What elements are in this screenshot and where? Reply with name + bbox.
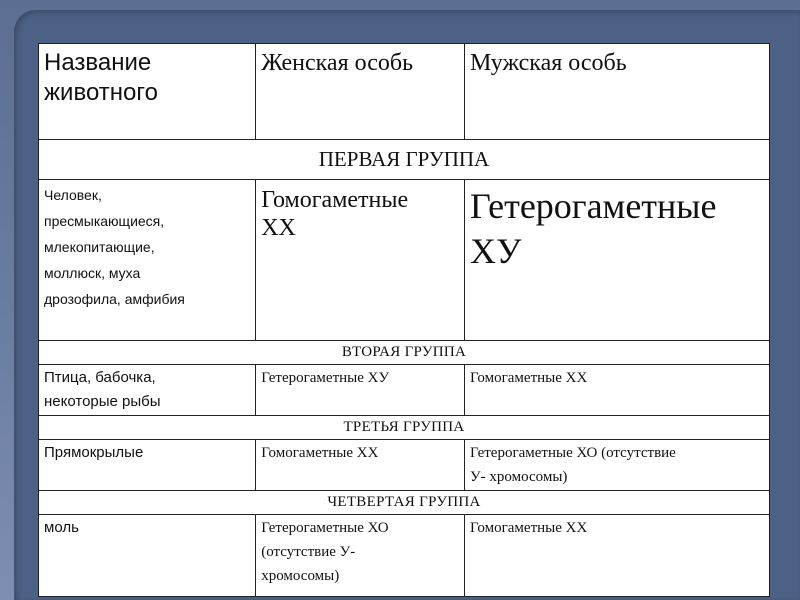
male-line: Гомогаметные ХХ (470, 370, 588, 386)
animals-line: моль (44, 519, 79, 536)
female-cell (256, 515, 465, 597)
male-cell (465, 180, 770, 341)
header-male (465, 44, 770, 140)
animals-line: млекопитающие, (44, 239, 155, 255)
female-line: хромосомы) (261, 568, 340, 584)
animals-line: моллюск, муха (44, 265, 141, 281)
female-line: Гомогаметные ХХ (261, 445, 379, 461)
animals-cell (39, 365, 256, 416)
animals-line: некоторые рыбы (44, 393, 161, 410)
table-row (39, 180, 770, 341)
female-cell (256, 180, 465, 341)
table-header-row (39, 44, 770, 140)
animals-line: дрозофила, амфибия (44, 291, 185, 307)
group-title: ТРЕТЬЯ ГРУППА (39, 416, 770, 440)
male-line: Гомогаметные ХХ (470, 520, 588, 536)
male-cell (465, 515, 770, 597)
male-line: ХУ (470, 231, 522, 271)
table-row (39, 365, 770, 416)
female-line: ХХ (261, 215, 296, 241)
male-cell (465, 440, 770, 491)
header-animal-name (39, 44, 256, 140)
header-animal-name-line2: животного (44, 79, 158, 106)
animals-line: Птица, бабочка, (44, 369, 156, 386)
animals-cell (39, 180, 256, 341)
male-line: Гетерогаметные ХО (отсутствие (470, 445, 676, 461)
group-title: ПЕРВАЯ ГРУППА (39, 140, 770, 180)
group-title-row (39, 491, 770, 515)
sex-determination-table-container (38, 43, 770, 596)
group-title: ВТОРАЯ ГРУППА (39, 341, 770, 365)
group-title: ЧЕТВЕРТАЯ ГРУППА (39, 491, 770, 515)
group-title-row (39, 140, 770, 180)
sex-determination-table (38, 43, 770, 597)
female-line: (отсутствие У- (261, 544, 356, 560)
group-title-row (39, 341, 770, 365)
female-cell (256, 365, 465, 416)
header-animal-name-line1: Название (44, 49, 152, 76)
male-line: У- хромосомы) (470, 469, 568, 485)
table-row (39, 515, 770, 597)
animals-cell (39, 440, 256, 491)
animals-cell (39, 515, 256, 597)
female-line: Гомогаметные (261, 187, 409, 213)
header-female (256, 44, 465, 140)
animals-line: Прямокрылые (44, 444, 144, 461)
header-female-label: Женская особь (261, 50, 414, 76)
group-title-row (39, 416, 770, 440)
female-line: Гетерогаметные ХО (261, 520, 389, 536)
male-line: Гетерогаметные (470, 186, 717, 226)
male-cell (465, 365, 770, 416)
table-row (39, 440, 770, 491)
header-male-label: Мужская особь (470, 50, 627, 76)
female-cell (256, 440, 465, 491)
animals-line: Человек, (44, 187, 102, 203)
animals-line: пресмыкающиеся, (44, 213, 165, 229)
female-line: Гетерогаметные ХУ (261, 370, 390, 386)
